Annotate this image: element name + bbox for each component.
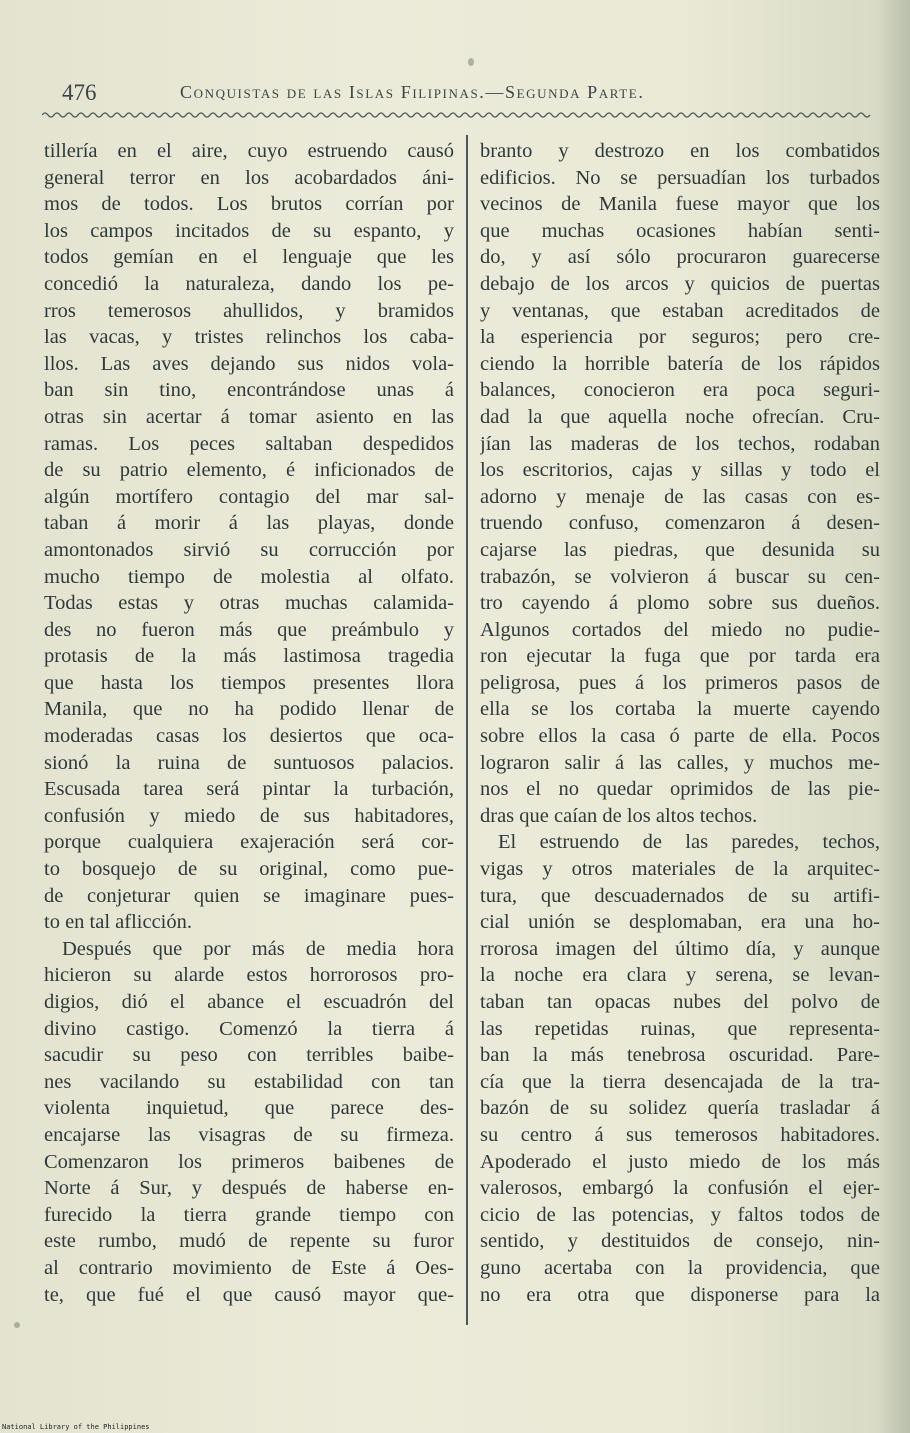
text-line: la esperiencia por seguros; pero cre-	[480, 326, 880, 349]
text-line: lograron salir á las calles, y muchos me-	[480, 751, 880, 774]
text-line: adorno y menaje de las casas con es-	[480, 485, 880, 508]
text-line: moderadas casas los desiertos que oca-	[44, 725, 454, 748]
text-line: sentido, y destituidos de consejo, nin-	[480, 1230, 880, 1253]
text-line: Todas estas y otras muchas calamida-	[44, 592, 454, 615]
page-header	[40, 76, 870, 110]
text-line: la noche era clara y serena, se levan-	[480, 964, 880, 987]
library-credit: National Library of the Philippines	[2, 1423, 150, 1431]
text-line: cicio de las potencias, y faltos todos de	[480, 1203, 880, 1226]
text-line: todos gemían en el lenguaje que les	[44, 246, 454, 269]
text-line: taban á morir á las playas, donde	[44, 512, 454, 535]
text-line: ban sin tino, encontrándose unas á	[44, 379, 454, 402]
text-line: nes vacilando su estabilidad con tan	[44, 1070, 454, 1093]
text-line: llos. Las aves dejando sus nidos vola-	[44, 352, 454, 375]
text-line: ramas. Los peces saltaban despedidos	[44, 432, 454, 455]
running-title: Conquistas de las Islas Filipinas.—Segunda Parte.	[180, 82, 645, 102]
text-line: taban tan opacas nubes del polvo de	[480, 991, 880, 1013]
text-line: edificios. No se persuadían los turbados	[480, 166, 880, 189]
text-line: dras que caían de los altos techos.	[480, 804, 758, 827]
text-line: jían las maderas de los techos, rodaban	[480, 432, 880, 455]
text-line: digios, dió el abance el escuadrón del	[44, 991, 454, 1013]
text-line: general terror en los acobardados áni-	[44, 166, 454, 189]
text-line: Norte á Sur, y después de haberse en-	[44, 1177, 454, 1200]
text-line: y ventanas, que estaban acreditados de	[480, 299, 880, 322]
text-line: cajarse las piedras, que desunida su	[480, 538, 880, 561]
text-line: algún mortífero contagio del mar sal-	[44, 485, 454, 508]
text-line: ron ejecutar la fuga que por tarda era	[480, 645, 880, 668]
text-line: Después que por más de media hora	[62, 937, 454, 960]
text-line: mucho tiempo de molestia al olfato.	[44, 565, 454, 588]
text-line: ciendo la horrible batería de los rápidos	[480, 352, 880, 375]
text-line: violenta inquietud, que parece des-	[44, 1097, 454, 1120]
text-line: trabazón, se volvieron á buscar su cen-	[480, 565, 880, 588]
text-line: sionó la ruina de suntuosos palacios.	[44, 751, 454, 774]
text-line: hicieron su alarde estos horrorosos pro-	[44, 964, 454, 987]
text-line: valerosos, embargó la confusión el ejer-	[480, 1177, 880, 1200]
text-line: Escusada tarea será pintar la turbación,	[44, 778, 454, 801]
text-line: confusión y miedo de sus habitadores,	[44, 804, 454, 827]
page-edge-shadow	[880, 0, 910, 1433]
text-line: sacudir su peso con terribles baibe-	[44, 1044, 454, 1067]
wavy-rule-divider	[42, 110, 874, 120]
text-line: nos el no quedar oprimidos de las pie-	[480, 778, 880, 801]
text-line: que hasta los tiempos presentes llora	[44, 671, 454, 694]
text-line: furecido la tierra grande tiempo con	[44, 1203, 454, 1226]
text-line: otras sin acertar á tomar asiento en las	[44, 405, 454, 428]
text-line: su centro á sus temerosos habitadores.	[480, 1123, 880, 1146]
ink-spot	[468, 58, 474, 66]
text-line: este rumbo, mudó de repente su furor	[44, 1230, 454, 1253]
page-number: 476	[62, 80, 97, 105]
text-line: las repetidas ruinas, que representa-	[480, 1017, 880, 1040]
text-line: tura, que descuadernados de su artifi-	[480, 884, 880, 907]
text-line: balances, conocieron era poca seguri-	[480, 379, 880, 402]
right-column-text	[480, 138, 880, 1308]
text-line: amontonados sirvió su corrucción por	[44, 538, 454, 561]
text-line: Comenzaron los primeros baibenes de	[44, 1150, 454, 1173]
text-line: cial unión se desplomaban, era una ho-	[480, 911, 880, 934]
text-line: no era otra que disponerse para la	[480, 1283, 880, 1306]
text-line: los campos incitados de su espanto, y	[44, 219, 454, 242]
text-line: to en tal aflicción.	[44, 911, 192, 934]
text-line: tro cayendo á plomo sobre sus dueños.	[480, 592, 880, 615]
text-line: rrorosa imagen del último día, y aunque	[480, 937, 880, 960]
text-line: guno acertaba con la providencia, que	[480, 1256, 880, 1279]
text-line: ban la más tenebrosa oscuridad. Pare-	[480, 1044, 880, 1067]
text-line: to bosquejo de su original, como pue-	[44, 858, 454, 881]
text-line: vecinos de Manila fuese mayor que los	[480, 193, 880, 216]
text-line: concedió la naturaleza, dando los pe-	[44, 272, 454, 295]
text-line: peligrosa, pues á los primeros pasos de	[480, 671, 880, 694]
text-line: Apoderado el justo miedo de los más	[480, 1150, 880, 1173]
text-line: debajo de los arcos y quicios de puertas	[480, 272, 880, 295]
text-line: do, y así sólo procuraron guarecerse	[480, 246, 880, 269]
text-line: rros temerosos ahullidos, y bramidos	[44, 299, 454, 322]
text-line: te, que fué el que causó mayor que-	[44, 1283, 454, 1306]
text-line: las vacas, y tristes relinchos los caba-	[44, 326, 454, 349]
text-line: los escritorios, cajas y sillas y todo el	[480, 459, 880, 482]
left-column-text	[44, 138, 454, 1308]
text-line: encajarse las visagras de su firmeza.	[44, 1123, 454, 1146]
text-line: al contrario movimiento de Este á Oes-	[44, 1256, 454, 1279]
text-line: vigas y otros materiales de la arquitec-	[480, 858, 880, 881]
text-line: protasis de la más lastimosa tragedia	[44, 645, 454, 668]
text-line: bazón de su solidez quería trasladar á	[480, 1097, 880, 1120]
text-line: mos de todos. Los brutos corrían por	[44, 193, 454, 216]
text-line: tillería en el aire, cuyo estruendo causó	[44, 140, 454, 162]
text-line: cía que la tierra desencajada de la tra-	[480, 1070, 880, 1093]
text-line: Algunos cortados del miedo no pudie-	[480, 618, 880, 641]
text-line: Manila, que no ha podido llenar de	[44, 698, 454, 721]
ink-spot	[14, 1322, 20, 1328]
text-line: branto y destrozo en los combatidos	[480, 140, 880, 162]
text-line: dad la que aquella noche ofrecían. Cru-	[480, 405, 880, 428]
text-line: truendo confuso, comenzaron á desen-	[480, 512, 880, 535]
text-line: porque cualquiera exajeración será cor-	[44, 831, 454, 854]
text-line: El estruendo de las paredes, techos,	[498, 831, 880, 854]
text-line: des no fueron más que preámbulo y	[44, 618, 454, 641]
column-divider	[466, 135, 468, 1325]
text-line: de su patrio elemento, é inficionados de	[44, 459, 454, 482]
text-line: de conjeturar quien se imaginare pues-	[44, 884, 454, 907]
text-line: que muchas ocasiones habían senti-	[480, 219, 880, 242]
text-line: divino castigo. Comenzó la tierra á	[44, 1017, 454, 1040]
text-line: sobre ellos la casa ó parte de ella. Pocos	[480, 725, 880, 748]
text-line: ella se los cortaba la muerte cayendo	[480, 698, 880, 721]
